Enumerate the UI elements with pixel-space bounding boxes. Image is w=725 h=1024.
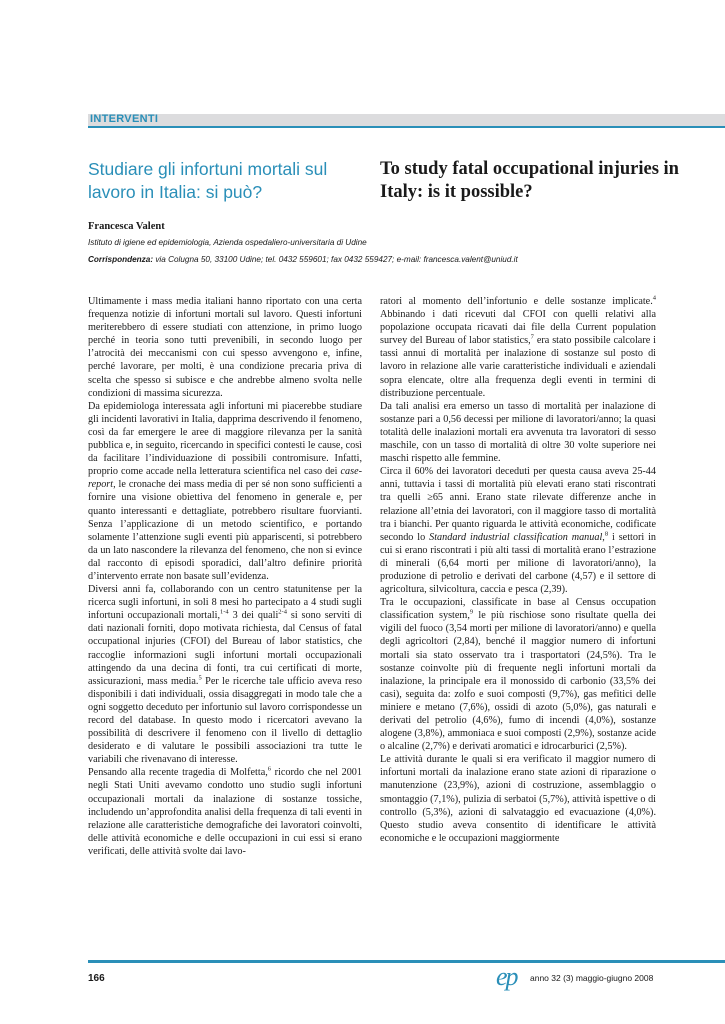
page-number: 166: [88, 973, 105, 984]
paragraph: Pensando alla recente tragedia di Molfetta,$^6$ ricordo che nel 2001 negli Stati Uniti avevamo condotto uno studio sugli infortuni occupazionali mortali da inalazione di sostanze tossiche, includendo un’approfondita analisi della frequenza di tali eventi in relazione alle caratteristiche demografiche dei lavoratori coinvolti, delle attività economiche e delle occupazioni in cui essi si erano verificati, delle attività svolte dai lavo-: [88, 765, 362, 857]
footer-rule: [88, 960, 725, 963]
reference: 1-4: [220, 608, 229, 616]
section-label: INTERVENTI: [90, 113, 159, 125]
reference: 5: [198, 674, 202, 682]
section-rule: [88, 126, 725, 128]
paragraph: Diversi anni fa, collaborando con un centro statunitense per la ricerca sugli infortuni, in soli 8 mesi ho partecipato a 4 studi sugli infortuni occupazionali mortali,$^{1-4}$ 3 dei quali$^{2-4}$ si sono serviti di dati nazionali forniti, dopo motivata richiesta, dal Census of fatal occupational injuries (CFOI) del Bureau of labor statistics, che raccoglie informazioni sugli infortuni mortali occupazionali attingendo da una decina di fonti, tra cui certificati di morte, assicurazioni, mass media.$^5$ Per le ricerche tale ufficio aveva reso disponibili i dati individuali, ossia disaggregati in modo tale che a ogni soggetto deceduto per infortunio sul lavoro corrispondesse un record del database. In questo modo i ricercatori avevano la possibilità di descrivere il fenomeno con il livello di dettaglio desiderato e di valutare le possibili associazioni tra tutte le variabili che rivenavano di interesse.: [88, 584, 362, 766]
issue-info: anno 32 (3) maggio-giugno 2008: [530, 973, 654, 983]
reference: 9: [469, 608, 474, 616]
reference: 2-4: [278, 608, 287, 616]
reference: 4: [652, 294, 656, 302]
paragraph: Tra le occupazioni, classificate in base al Census occupation classification system,$^9$ le più rischiose sono risultate quella dei vigili del fuoco (3,54 morti per milione di lavoratori/anno) e quella degli agricoltori (2,84), benché il maggior numero di infortuni mortali sia stato osservato tra i trasportatori (24,5%). Tra le sostanze coinvolte più di frequente negli infortuni mortali da inalazione, la principale era il monossido di carbonio (33,5% dei casi), seguita da: zolfo e suoi composti (9,7%), gas mefitici delle miniere e metano (7,6%), ossidi di azoto (5,0%), gas naturali e derivati del petrolio (4,6%), fumo di incendi (4,0%), sostanze alogene (3,8%), ammoniaca e suoi composti (2,9%), sostanze acide o alcaline (2,7%) e derivati aromatici e idrocarburici (2,5%).: [380, 597, 656, 753]
paragraph: Da epidemiologa interessata agli infortuni mi piacerebbe studiare gli incidenti lavorativi in Italia, dapprima descrivendo il fenomeno, così da far emergere le aree di maggiore rilevanza per la sanità pubblica e, in seguito, ricercando in specifici contesti le cause, così da facilitare l’individuazione di possibili contromisure. Infatti, proprio come accade nella letteratura scientifica nel caso dei case-report, le cronache dei mass media di per sé non sono sufficienti a fornire una visione obiettiva del fenomeno in generale e, per quanto interessanti e dettagliate, potrebbero risultare fuorvianti. Senza l’applicazione di un metodo scientifico, e portando solamente l’attenzione sugli eventi più appariscenti, si potrebbero da un lato nascondere la rilevanza del fenomeno, che non si evince dal racconto di episodi sporadici, dall’altro definire priorità d’intervento errate non basate sull’evidenza.: [88, 400, 362, 582]
title-italian: Studiare gli infortuni mortali sul lavoro in Italia: si può?: [88, 159, 328, 202]
correspondence-details: via Colugna 50, 33100 Udine; tel. 0432 559601; fax 0432 559427; e-mail: francesca.valent@uniud.it: [153, 255, 518, 264]
left-column: [88, 295, 362, 858]
reference: 6: [267, 765, 272, 773]
section-bar: [88, 114, 725, 126]
paragraph: Circa il 60% dei lavoratori deceduti per questa causa aveva 25-44 anni, tuttavia i tassi di mortalità più elevati erano stati riscontrati tra quelli ≥65 anni. Erano state rilevate differenze anche in relazione all’etnia dei lavoratori, con il maggiore tasso di mortalità tra i bianchi. Per quanto riguarda le attività economiche, codificate secondo lo Standard industrial classification manual,$^8$ i settori in cui si erano riscontrati i più alti tassi di mortalità erano l’estrazione di minerali (6,64 morti per milione di lavoratori/anno), la produzione di petrolio e derivati del carbone (4,57) e il settore di agricoltura, silvicoltura, caccia e pesca (2,39).: [380, 466, 657, 596]
paragraph: ratori al momento dell’infortunio e delle sostanze implicate.$^4$ Abbinando i dati ricevuti dal CFOI con quelli relativi alla popolazione occupata ricavati dai file della Current population survey del Bureau of labor statistics,$^7$ era stato possibile calcolare i tassi annui di mortalità per inalazione di sostanze sul posto di lavoro in relazione alle varie caratteristiche individuali e aziendali sopra elencate, oltre alla frequenza degli eventi in termini di distribuzione percentuale.: [380, 294, 656, 399]
affiliation: Istituto di igiene ed epidemiologia, Azienda ospedaliero-universitaria di Udine: [88, 238, 367, 247]
paragraph: Ultimamente i mass media italiani hanno riportato con una certa frequenza notizie di infortuni mortali sul lavoro. Questi infortuni meriterebbero di essere studiati con attenzione, in primo luogo perché in teoria sono tutti prevenibili, in secondo luogo per l’atrocità dei meccanismi con cui spesso avvengono e, infine, perché lavorare, per molti, è una condizione precaria priva di scelta che spesso si subisce e che andrebbe almeno svolta nelle condizioni di massima sicurezza.: [88, 296, 362, 399]
title-english: To study fatal occupational injuries in Italy: is it possible?: [380, 159, 679, 202]
reference: 7: [530, 333, 534, 341]
reference: 8: [604, 530, 609, 538]
correspondence-label: Corrispondenza:: [88, 255, 154, 264]
paragraph: Le attività durante le quali si era verificato il maggior numero di infortuni mortali da inalazione erano state azioni di riparazione o manutenzione (23,9%), azioni di costruzione, assemblaggio o smontaggio (7,1%), pulizia di serbatoi (5,7%), attività ispettive o di controllo (5,3%), azioni di salvataggio ed evacuazione (4,0%). Questo studio aveva consentito di identificare le attività economiche e le occupazioni maggiormente: [380, 754, 656, 844]
paragraph: Da tali analisi era emerso un tasso di mortalità per inalazione di sostanze pari a 0,56 decessi per milione di lavoratori/anno; la quasi totalità delle inalazioni mortali era avvenuta tra lavoratori di sesso maschile, con un tasso di mortalità di oltre 30 volte superiore nei maschi rispetto alle femmine.: [380, 400, 656, 465]
journal-logo: ep: [496, 962, 517, 991]
correspondence: [88, 255, 518, 264]
author: Francesca Valent: [88, 221, 165, 232]
right-column: [380, 295, 656, 845]
